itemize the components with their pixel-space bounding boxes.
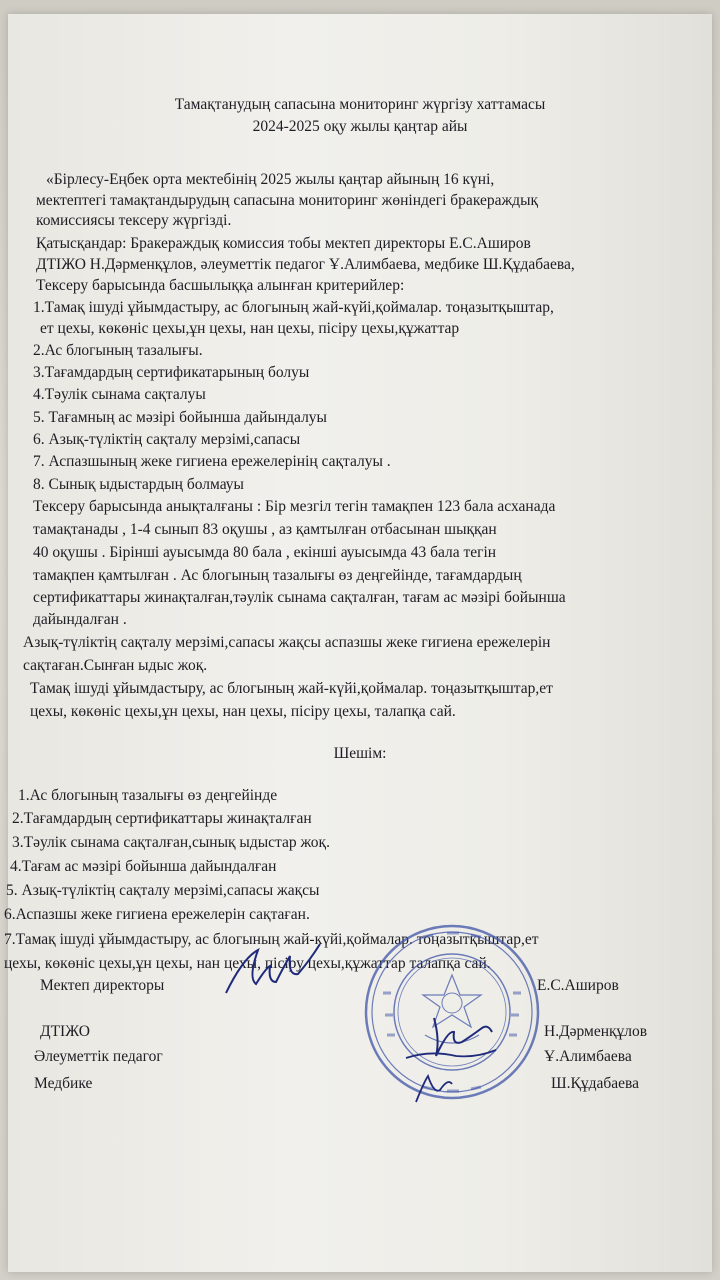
decision-item: 7.Тамақ ішуді ұйымдастыру, ас блогының жай-күйі,қоймалар. тоңазытқыштар,ет xyxy=(4,931,539,948)
findings-line: тамақпен қамтылған . Ас блогының тазалығы өз деңгейінде, тағамдардың xyxy=(33,567,522,584)
signature-role-deputy: ДТІЖО xyxy=(40,1023,90,1040)
findings-line: тамақтанады , 1-4 сынып 83 оқушы , аз қамтылған отбасынан шыққан xyxy=(33,521,497,538)
participants-line: Қатысқандар: Бракераждық комиссия тобы мектеп директоры Е.С.Аширов xyxy=(36,235,531,252)
findings-line: Тамақ ішуді ұйымдастыру, ас блогының жай-күйі,қоймалар. тоңазытқыштар,ет xyxy=(30,680,553,697)
decision-item: 4.Тағам ас мәзірі бойынша дайындалған xyxy=(10,858,277,875)
decision-item: 5. Азық-түліктің сақталу мерзімі,сапасы жақсы xyxy=(6,882,320,899)
criteria-item: 7. Аспазшының жеке гигиена ережелерінің сақталуы . xyxy=(33,453,391,470)
findings-line: сақтаған.Сынған ыдыс жоқ. xyxy=(23,657,208,674)
intro-line: комиссиясы тексеру жүргізді. xyxy=(36,212,232,229)
signature-name-director: Е.С.Аширов xyxy=(537,977,619,994)
signature-role-nurse: Медбике xyxy=(34,1075,93,1092)
criteria-heading: Тексеру барысында басшылыққа алынған критерийлер: xyxy=(36,277,405,294)
findings-line: Тексеру барысында анықталғаны : Бір мезгіл тегін тамақпен 123 бала асханада xyxy=(33,498,556,515)
criteria-item: 3.Тағамдардың сертификатарының болуы xyxy=(33,364,310,381)
criteria-item: 8. Сынық ыдыстардың болмауы xyxy=(33,476,244,493)
intro-line: мектептегі тамақтандырудың сапасына мониторинг жөніндегі бракераждық xyxy=(36,192,539,209)
findings-line: 40 оқушы . Бірінші ауысымда 80 бала , екінші ауысымда 43 бала тегін xyxy=(33,544,497,561)
findings-line: сертификаттары жинақталған,тәулік сынама сақталған, тағам ас мәзірі бойынша xyxy=(33,589,566,606)
intro-line: «Бірлесу-Еңбек орта мектебінің 2025 жылы қаңтар айының 16 күні, xyxy=(46,171,495,188)
signature-name-social: Ұ.Алимбаева xyxy=(544,1048,632,1065)
participants-line: ДТІЖО Н.Дәрменқұлов, әлеуметтік педагог Ұ.Алимбаева, медбике Ш.Құдабаева, xyxy=(36,256,575,273)
criteria-item: 2.Ас блогының тазалығы. xyxy=(33,342,203,359)
criteria-item: 6. Азық-түліктің сақталу мерзімі,сапасы xyxy=(33,431,301,448)
signature-role-social: Әлеуметтік педагог xyxy=(34,1048,163,1065)
document-subtitle: 2024-2025 оқу жылы қаңтар айы xyxy=(252,118,468,135)
deputy-signature-icon xyxy=(396,1010,506,1110)
criteria-item: 4.Тәулік сынама сақталуы xyxy=(33,386,206,403)
findings-line: дайындалған . xyxy=(33,611,127,628)
criteria-item: 5. Тағамның ас мәзірі бойынша дайындалуы xyxy=(33,409,327,426)
decision-item: 3.Тәулік сынама сақталған,сынық ыдыстар жоқ. xyxy=(12,834,330,851)
director-signature-icon xyxy=(218,938,328,1000)
findings-line: цехы, көкөніс цехы,ұн цехы, нан цехы, пісіру цехы, талапқа сай. xyxy=(30,703,456,720)
signature-name-deputy: Н.Дәрменқұлов xyxy=(544,1023,648,1040)
findings-line: Азық-түліктің сақталу мерзімі,сапасы жақсы аспазшы жеке гигиена ережелерін xyxy=(23,634,551,651)
decision-item: 1.Ас блогының тазалығы өз деңгейінде xyxy=(18,787,278,804)
signature-name-nurse: Ш.Құдабаева xyxy=(551,1075,640,1092)
criteria-item: ет цехы, көкөніс цехы,ұн цехы, нан цехы, пісіру цехы,құжаттар xyxy=(40,320,460,337)
decision-item: 6.Аспазшы жеке гигиена ережелерін сақтаған. xyxy=(4,906,310,923)
decision-item: 2.Тағамдардың сертификаттары жинақталған xyxy=(12,810,312,827)
criteria-item: 1.Тамақ ішуді ұйымдастыру, ас блогының жай-күйі,қоймалар. тоңазытқыштар, xyxy=(33,299,554,316)
signature-role-director: Мектеп директоры xyxy=(40,977,165,994)
decision-heading: Шешім: xyxy=(333,745,387,762)
decision-item: цехы, көкөніс цехы,ұн цехы, нан цехы, пісіру цехы,құжаттар талапқа сай. xyxy=(4,955,491,972)
document-title: Тамақтанудың сапасына мониторинг жүргізу хаттамасы xyxy=(174,96,546,113)
